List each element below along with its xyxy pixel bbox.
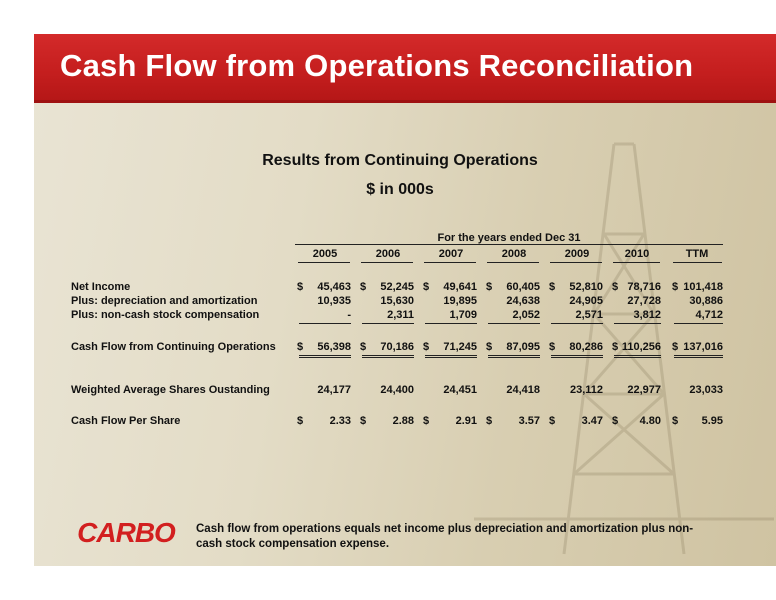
subtotal-rule [425, 323, 477, 324]
row-label: Cash Flow Per Share [71, 415, 181, 427]
table-cell: 2.88 [392, 415, 414, 427]
table-cell: 2,311 [387, 309, 414, 321]
dollar-sign: $ [486, 341, 493, 353]
dollar-sign: $ [360, 415, 367, 427]
table-cell: 52,810 [569, 281, 603, 293]
total-double-rule [299, 355, 351, 358]
table-cell: 71,245 [443, 341, 477, 353]
dollar-sign: $ [486, 415, 493, 427]
year-header: 2009 [564, 248, 590, 260]
total-double-rule [488, 355, 540, 358]
dollar-sign: $ [672, 415, 679, 427]
subtotal-rule [551, 323, 603, 324]
table-cell: 27,728 [627, 295, 661, 307]
row-label: Net Income [71, 281, 131, 293]
table-cell: 24,905 [569, 295, 603, 307]
year-header-rule [550, 262, 602, 263]
table-cell: 80,286 [569, 341, 603, 353]
table-cell: 110,256 [621, 341, 661, 353]
year-header: 2005 [312, 248, 338, 260]
table-cell: 56,398 [317, 341, 351, 353]
total-double-rule [362, 355, 414, 358]
dollar-sign: $ [549, 281, 556, 293]
title-bar [34, 34, 776, 103]
dollar-sign: $ [612, 415, 619, 427]
subtotal-rule [674, 323, 723, 324]
table-cell: 4.80 [639, 415, 661, 427]
row-label: Cash Flow from Continuing Operations [71, 341, 276, 353]
table-cell: 49,641 [443, 281, 477, 293]
year-header: 2010 [624, 248, 650, 260]
table-cell: 2.33 [329, 415, 351, 427]
row-label: Plus: depreciation and amortization [71, 295, 258, 307]
year-header-rule [298, 262, 350, 263]
year-header-rule [487, 262, 539, 263]
period-header: For the years ended Dec 31 [437, 232, 581, 244]
table-cell: 78,716 [627, 281, 661, 293]
footnote: Cash flow from operations equals net income plus depreciation and amortization plus non-cash stock compensation expense. [196, 523, 694, 550]
year-header: 2008 [501, 248, 527, 260]
row-label: Weighted Average Shares Oustanding [71, 384, 270, 396]
table-cell: 24,451 [443, 384, 477, 396]
total-double-rule [614, 355, 661, 358]
dollar-sign: $ [297, 281, 304, 293]
table-cell: 24,418 [506, 384, 540, 396]
carbo-logo [70, 517, 182, 547]
table-cell: 24,638 [506, 295, 540, 307]
subtotal-rule [614, 323, 661, 324]
year-header-rule [613, 262, 660, 263]
year-header: 2007 [438, 248, 464, 260]
table-cell: - [347, 309, 351, 321]
year-header: TTM [685, 248, 709, 260]
svg-text:CARBO: CARBO [77, 517, 175, 547]
table-cell: 15,630 [380, 295, 414, 307]
table-cell: 10,935 [317, 295, 351, 307]
row-label: Plus: non-cash stock compensation [71, 309, 260, 321]
table-cell: 30,886 [689, 295, 723, 307]
dollar-sign: $ [423, 281, 430, 293]
table-cell: 2.91 [455, 415, 477, 427]
dollar-sign: $ [360, 281, 367, 293]
dollar-sign: $ [297, 415, 304, 427]
table-cell: 2,052 [512, 309, 540, 321]
table-cell: 2,571 [575, 309, 603, 321]
dollar-sign: $ [423, 341, 430, 353]
year-header: 2006 [375, 248, 401, 260]
table-cell: 4,712 [695, 309, 723, 321]
table-cell: 23,112 [569, 384, 603, 396]
subtotal-rule [362, 323, 414, 324]
subtitle-units: $ in 000s [366, 181, 434, 198]
subtotal-rule [299, 323, 351, 324]
dollar-sign: $ [549, 341, 556, 353]
dollar-sign: $ [486, 281, 493, 293]
table-cell: 45,463 [317, 281, 351, 293]
table-cell: 24,177 [317, 384, 351, 396]
table-cell: 87,095 [506, 341, 540, 353]
page-title: Cash Flow from Operations Reconciliation [60, 48, 694, 83]
dollar-sign: $ [612, 341, 619, 353]
table-cell: 3.47 [581, 415, 603, 427]
table-cell: 22,977 [627, 384, 661, 396]
year-header-rule [673, 262, 722, 263]
subtitle-results: Results from Continuing Operations [262, 152, 538, 169]
total-double-rule [674, 355, 723, 358]
total-double-rule [425, 355, 477, 358]
year-header-rule [361, 262, 413, 263]
table-cell: 101,418 [683, 281, 723, 293]
table-cell: 24,400 [380, 384, 414, 396]
table-cell: 60,405 [506, 281, 540, 293]
dollar-sign: $ [612, 281, 619, 293]
table-cell: 3.57 [518, 415, 540, 427]
table-cell: 23,033 [689, 384, 723, 396]
dollar-sign: $ [423, 415, 430, 427]
period-header-rule [295, 244, 723, 245]
dollar-sign: $ [360, 341, 367, 353]
dollar-sign: $ [672, 341, 679, 353]
total-double-rule [551, 355, 603, 358]
table-cell: 52,245 [380, 281, 414, 293]
table-cell: 70,186 [380, 341, 414, 353]
table-cell: 19,895 [443, 295, 477, 307]
table-cell: 1,709 [449, 309, 477, 321]
dollar-sign: $ [297, 341, 304, 353]
table-cell: 137,016 [683, 341, 723, 353]
dollar-sign: $ [672, 281, 679, 293]
subtotal-rule [488, 323, 540, 324]
table-cell: 5.95 [701, 415, 723, 427]
table-cell: 3,812 [633, 309, 661, 321]
year-header-rule [424, 262, 476, 263]
dollar-sign: $ [549, 415, 556, 427]
